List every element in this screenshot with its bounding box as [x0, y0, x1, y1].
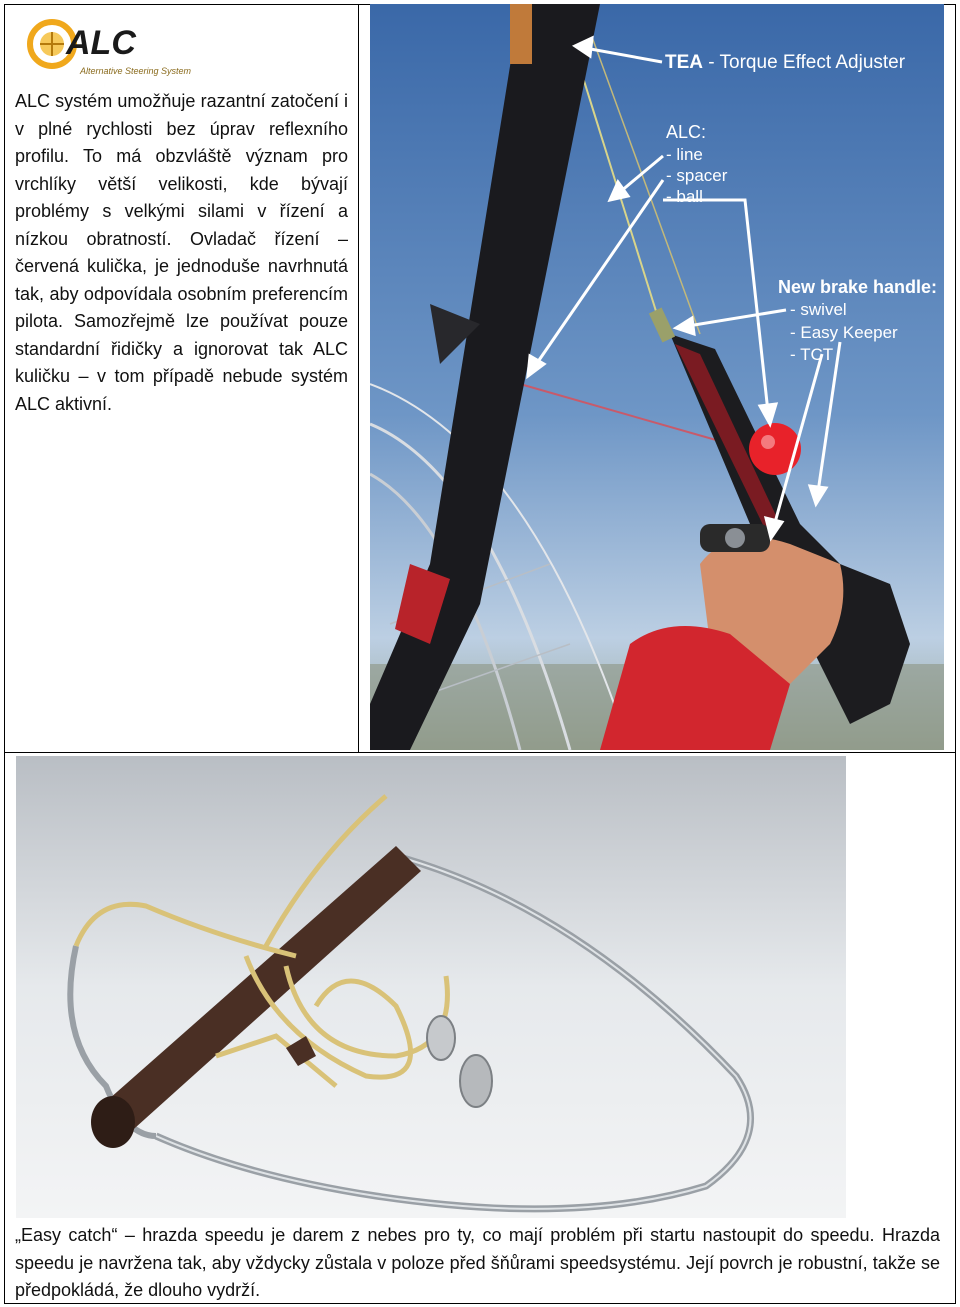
callout-alc-item: - ball: [666, 187, 703, 206]
steering-system-photo: [370, 4, 944, 750]
alc-logo: [26, 16, 226, 80]
intro-paragraph: ALC systém umožňuje razantní zatočení i v plné rychlosti bez úprav reflexního profilu. To má obzvláště význam pro vrchlíky větší velikosti, kde bývají problémy s velkými silami v řízení a nízkou obratností. Ovladač řízení – červená kulička, je jednoduše navrhnutá tak, aby odpovídala osobním preferencím pilota. Samozřejmě lze používat pouze standardní řidičky a ignorovat tak ALC kuličku – v tom případě nebude systém ALC aktivní.: [15, 91, 348, 414]
callout-brake-item: - Easy Keeper: [790, 323, 898, 342]
callout-tea: TEA - Torque Effect Adjuster: [665, 52, 906, 73]
callout-alc-item: - line: [666, 145, 703, 164]
callout-brake-item: - TCT: [790, 345, 834, 364]
table-column-divider: [358, 4, 359, 752]
logo-tagline: Alternative Steering System: [80, 66, 192, 76]
logo-brand-text: ALC: [66, 24, 136, 62]
callout-alc-title: ALC:: [666, 122, 707, 142]
callout-brake-item: - swivel: [790, 300, 847, 319]
red-ball-icon: [749, 423, 801, 475]
speed-bar-caption: „Easy catch“ – hrazda speedu je darem z nebes pro ty, co mají problém při startu nastoupit do speedu. Hrazda speedu je navržena tak, aby vždycky zůstala v poloze před šňůrami speedsystému. Její povrch je robustní, takže se předpokládá, že dlouho vydrží.: [15, 1225, 940, 1300]
table-row-divider: [4, 752, 956, 753]
callout-brake-title: New brake handle:: [778, 277, 938, 297]
callout-alc-item: - spacer: [666, 166, 728, 185]
speed-bar-photo: [16, 756, 846, 1218]
